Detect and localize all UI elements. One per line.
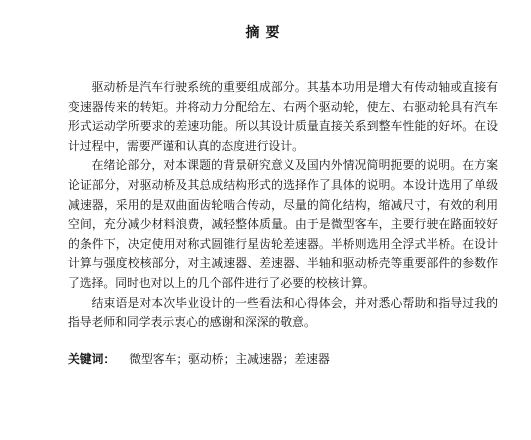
abstract-paragraph: 结束语是对本次毕业设计的一些看法和心得体会，并对悉心帮助和指导过我的指导老师和同学表示衷心的感谢和深深的敬意。 (68, 295, 498, 330)
abstract-title: 摘要 (245, 25, 286, 41)
abstract-paragraph: 在绪论部分，对本课题的背景研究意义及国内外情况简明扼要的说明。在方案论证部分，对驱动桥及其总成结构形式的选择作了具体的说明。本设计选用了单级减速器，采用的是双曲面齿轮啮合传动，尽量的简化结构，缩减尺寸，有效的利用空间，充分减少材料浪费，减轻整体质量。由于是微型客车，主要行驶在路面较好的条件下，决定使用对称式圆锥行星齿轮差速器。半桥则选用全浮式半桥。在设计计算与强度校核部分，对主减速器、差速器、半轴和驱动桥壳等重要部件的参数作了选择。同时也对以上的几个部件进行了必要的校核计算。 (68, 158, 498, 290)
keywords-label: 关键词： (68, 352, 116, 366)
keywords-line (68, 350, 498, 369)
abstract-paragraph: 驱动桥是汽车行驶系统的重要组成部分。其基本功用是增大有传动轴或直接有变速器传来的转矩。并将动力分配给左、右两个驱动轮，使左、右驱动轮具有汽车形式运动学所要求的差速功能。所以其设计质量直接关系到整车性能的好坏。在设计过程中，需要严谨和认真的态度进行设计。 (68, 80, 498, 153)
abstract-body (68, 78, 498, 333)
keywords-list: 微型客车；驱动桥；主减速器；差速器 (129, 352, 330, 366)
